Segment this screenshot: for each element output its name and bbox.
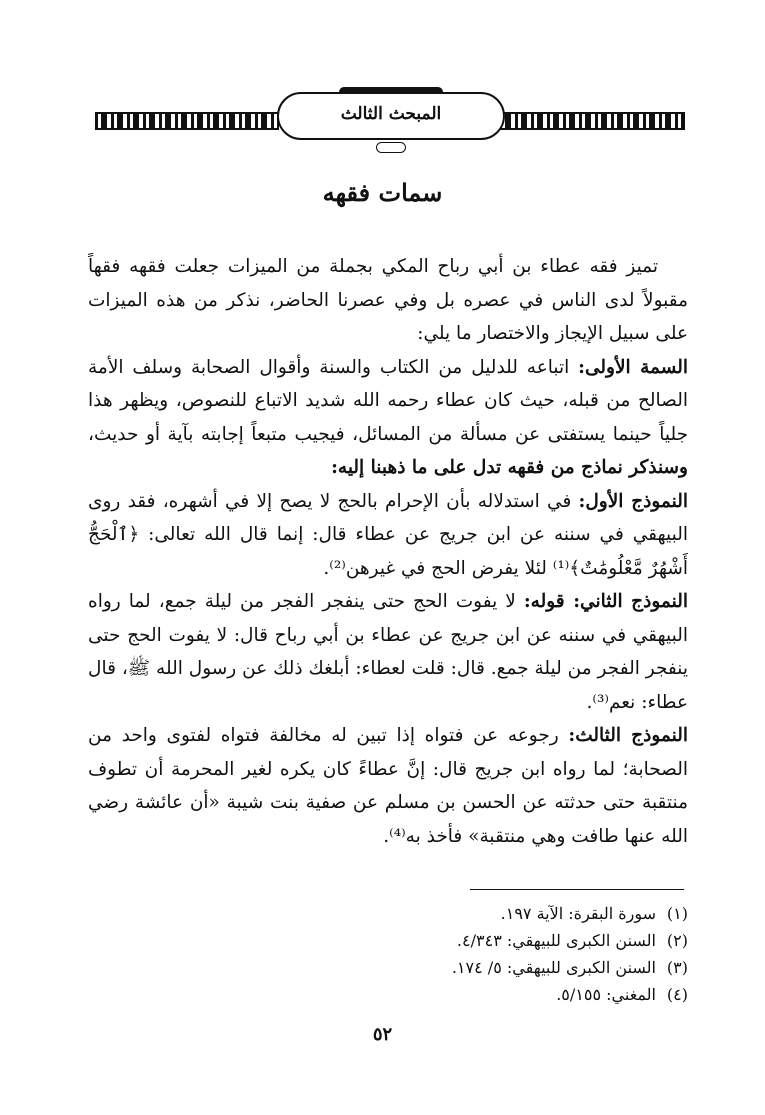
- first-trait-paragraph: [88, 351, 688, 485]
- first-trait-label: السمة الأولى:: [578, 356, 688, 378]
- body-text: [88, 250, 688, 853]
- footnote-item: [300, 954, 688, 981]
- example-two-paragraph: [88, 585, 688, 719]
- footnote-number: (١): [666, 904, 688, 923]
- footnote-number: (٣): [666, 958, 688, 977]
- ornament-border-right: [499, 112, 685, 130]
- footnote-item: [300, 900, 688, 927]
- example-one-text: في استدلاله بأن الإحرام بالحج لا يصح إلا في أشهره، فقد روى البيهقي في سننه عن ابن جريج عن عطاء قال: إنما قال الله تعالى: ﴿ٱلْحَجُّ أَشْهُرٌ مَّعْلُومَٰتٌ﴾⁽¹⁾ لئلا يفرض الحج في غيرهن⁽²⁾.: [88, 490, 688, 579]
- footnote-number: (٢): [666, 931, 688, 950]
- chapter-header: [95, 86, 685, 148]
- example-two-text: لا يفوت الحج حتى ينفجر الفجر من ليلة جمع، لما رواه البيهقي في سننه عن ابن جريج عن عطاء بن أبي رباح قال: لا يفوت الحج حتى ينفجر الفجر من ليلة جمع. قال: قلت لعطاء: أبلغك ذلك عن رسول الله ﷺ، قال عطاء: نعم⁽³⁾.: [88, 591, 688, 713]
- footnote-text: المغني: ٥/١٥٥.: [556, 985, 656, 1004]
- example-one-paragraph: [88, 485, 688, 586]
- example-one-label: النموذج الأول:: [578, 490, 688, 512]
- chapter-label-frame: [277, 92, 505, 140]
- footnote-item: [300, 927, 688, 954]
- footnote-number: (٤): [666, 985, 688, 1004]
- footnote-text: السنن الكبرى للبيهقي: ٤/٣٤٣.: [456, 931, 656, 950]
- intro-paragraph: تميز فقه عطاء بن أبي رباح المكي بجملة من الميزات جعلت فقهه فقهاً مقبولاً لدى الناس في عصره بل وفي عصرنا الحاضر، نذكر من هذه الميزات على سبيل الإيجاز والاختصار ما يلي:: [88, 256, 688, 344]
- footnote-item: [300, 981, 688, 1008]
- example-three-text: رجوعه عن فتواه إذا تبين له مخالفة فتواه لفتوى واحد من الصحابة؛ لما رواه ابن جريج قال: إنَّ عطاءً كان يكره لغير المحرمة أن تطوف منتقبة حتى حدثته عن الحسن بن مسلم عن صفية بنت شيبة «أن عائشة رضي الله عنها طافت وهي منتقبة» فأخذ به⁽⁴⁾.: [88, 725, 688, 847]
- ornament-border-left: [95, 112, 279, 130]
- frame-ornament-tab: [376, 142, 406, 153]
- first-trait-conclusion: وسنذكر نماذج من فقهه تدل على ما ذهبنا إليه:: [331, 457, 688, 478]
- example-three-label: النموذج الثالث:: [568, 725, 688, 746]
- section-title: سمات فقهه: [322, 178, 443, 207]
- example-two-subheading: قوله:: [523, 591, 574, 612]
- example-two-label: النموذج الثاني:: [573, 591, 688, 612]
- footnote-text: السنن الكبرى للبيهقي: ٥/ ١٧٤.: [451, 958, 656, 977]
- example-three-paragraph: [88, 719, 688, 853]
- chapter-label: المبحث الثالث: [340, 104, 442, 124]
- page-number: ٥٢: [372, 1024, 393, 1045]
- footnote-divider: [470, 889, 684, 890]
- footnote-text: سورة البقرة: الآية ١٩٧.: [500, 904, 656, 923]
- footnotes: [300, 900, 688, 1008]
- first-trait-text: اتباعه للدليل من الكتاب والسنة وأقوال الصحابة وسلف الأمة الصالح من قبله، حيث كان عطاء رحمه الله شديد الاتباع للنصوص، ويظهر هذا جلياً حينما يستفتى عن مسألة من المسائل، فيجيب متبعاً إجابته بآية أو حديث،: [88, 356, 688, 445]
